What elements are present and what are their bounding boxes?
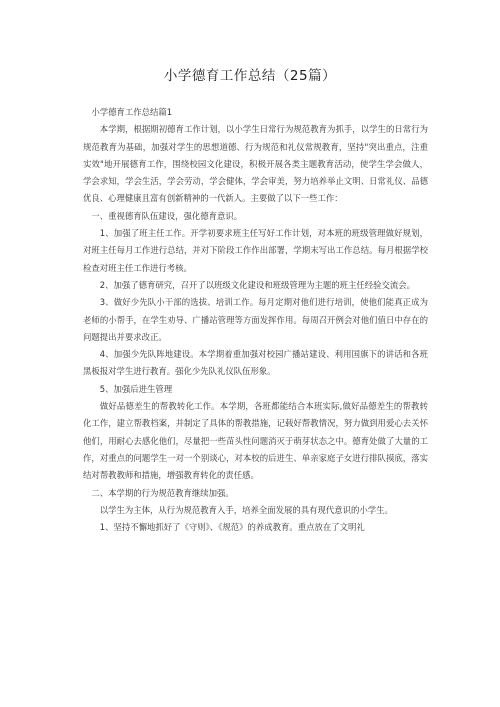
document-title: 小学德育工作总结（25篇） [163, 68, 337, 84]
paragraph: 4、加强少先队阵地建设。本学期着重加强对校园广播站建设、利用国旗下的讲话和各班黑板报对学生进行教育。强化少先队礼仪队伍形象。 [83, 349, 428, 377]
section-heading: 二、本学期的行为规范教育继续加强。 [91, 487, 234, 498]
document-body [83, 104, 428, 536]
section-heading: 一、重视德育队伍建设，强化德育意识。 [91, 210, 243, 221]
section-heading: 小学德育工作总结篇1 [91, 107, 173, 117]
paragraph: 1、坚持不懈地抓好了《守则》、《规范》的养成教育。重点放在了文明礼 [99, 522, 365, 533]
paragraph: 5、加强后进生管理 [99, 383, 173, 394]
paragraph: 3、做好少先队小干部的选拔、培训工作。每月定期对他们进行培训，使他们能真正成为老师的小帮手，在学生劝导、广播站管理等方面发挥作用。每周召开例会对他们值日中存在的问题提出并要求改正。 [83, 297, 428, 342]
paragraph: 1、加强了班主任工作。开学初要求班主任写好工作计划，对本班的班级管理做好规划，对班主任每月工作进行总结，并对下阶段工作作出部署，学期末写出工作总结。每月根据学校检查对班主任工作进行考核。 [83, 228, 428, 273]
paragraph: 做好品德差生的帮教转化工作。本学期，各班都能结合本班实际,做好品德差生的帮教转化工作，建立帮教档案，并制定了具体的帮教措施，记载好帮教情况，努力做到用爱心去关怀他们，用耐心去感化他们，尽量把一些苗头性问题消灭于萌芽状态之中。德育处做了大量的工作，对重点的问题学生一对一个别谈心，对本校的后进生、单亲家庭子女进行排队摸底，落实结对帮教教师和措施，增强教育转化的责任感。 [83, 401, 428, 481]
paragraph: 本学期，根据期初德育工作计划，以小学生日常行为规范教育为抓手，以学生的日常行为规范教育为基础，加强对学生的思想道德、行为规范和礼仪常规教育，坚持"突出重点，注重实效"地开展德育工作，围绕校园文化建设，积极开展各类主题教育活动，使学生学会做人，学会求知，学会生活，学会劳动，学会健体，学会审美，努力培养举止文明、日常礼仪、品德优良、心理健康且富有创新精神的一代新人。主要做了以下一些工作： [83, 124, 428, 204]
paragraph: 以学生为主体，从行为规范教育入手，培养全面发展的具有现代意识的小学生。 [99, 504, 393, 515]
paragraph: 2、加强了德育研究，召开了以班级文化建设和班级管理为主题的班主任经验交流会。 [99, 279, 415, 290]
